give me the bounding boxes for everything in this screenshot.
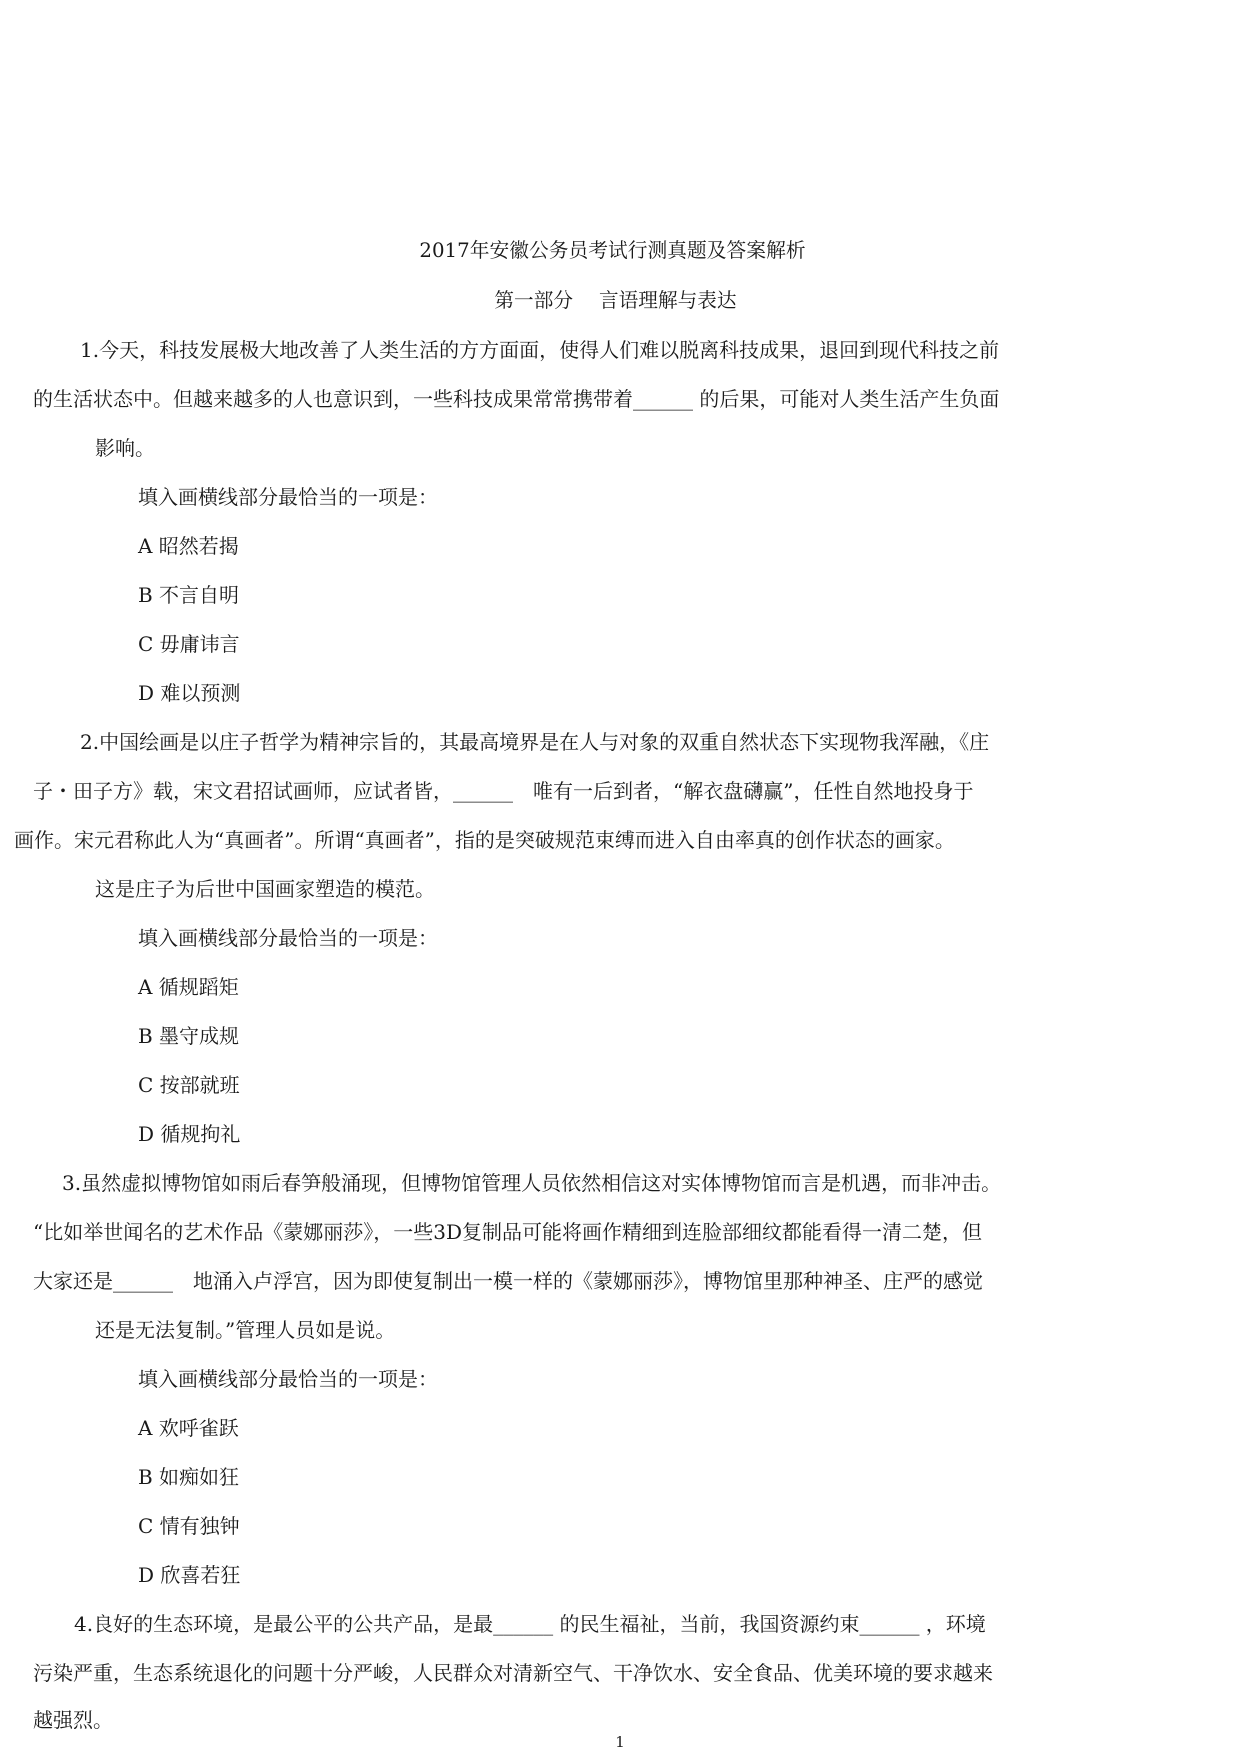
question-1-line-2: 的生活状态中。但越来越多的人也意识到，一些科技成果常常携带着______ 的后果，可能对人类生活产生负面	[33, 387, 1000, 411]
question-1-option-a: A 昭然若揭	[138, 534, 239, 558]
question-3-line-1: 3.虽然虚拟博物馆如雨后春笋般涌现，但博物馆管理人员依然相信这对实体博物馆而言是机遇，而非冲击。	[62, 1171, 1002, 1195]
question-3-option-c: C 情有独钟	[138, 1514, 240, 1538]
question-3-line-3: 大家还是______ 地涌入卢浮宫，因为即使复制出一模一样的《蒙娜丽莎》，博物馆里那种神圣、庄严的感觉	[33, 1269, 983, 1293]
question-1-line-1: 1.今天，科技发展极大地改善了人类生活的方方面面，使得人们难以脱离科技成果，退回到现代科技之前	[80, 338, 1000, 362]
question-3-line-2: “比如举世闻名的艺术作品《蒙娜丽莎》，一些3D复制品可能将画作精细到连脸部细纹都能看得一清二楚，但	[33, 1220, 982, 1244]
question-4-line-3: 越强烈。	[33, 1708, 113, 1732]
question-3-prompt: 填入画横线部分最恰当的一项是：	[138, 1367, 438, 1391]
question-3-option-a: A 欢呼雀跃	[138, 1416, 239, 1440]
question-1-option-d: D 难以预测	[138, 681, 241, 705]
question-1-option-c: C 毋庸讳言	[138, 632, 240, 656]
page-number: 1	[615, 1733, 625, 1751]
question-2-option-b: B 墨守成规	[138, 1024, 240, 1048]
question-2-option-a: A 循规蹈矩	[138, 975, 239, 999]
question-2-line-4: 这是庄子为后世中国画家塑造的模范。	[95, 877, 435, 901]
question-2-line-1: 2.中国绘画是以庄子哲学为精神宗旨的，其最高境界是在人与对象的双重自然状态下实现物我浑融，《庄	[80, 730, 990, 754]
question-2-line-2: 子・田子方》载，宋文君招试画师，应试者皆，______ 唯有一后到者，“解衣盘礴赢”，任性自然地投身于	[33, 779, 974, 803]
question-2-line-3: 画作。宋元君称此人为“真画者”。所谓“真画者”，指的是突破规范束缚而进入自由率真的创作状态的画家。	[14, 828, 955, 852]
document-title: 2017年安徽公务员考试行测真题及答案解析	[419, 238, 806, 262]
question-3-line-4: 还是无法复制。”管理人员如是说。	[95, 1318, 396, 1342]
question-2-option-c: C 按部就班	[138, 1073, 240, 1097]
question-3-option-b: B 如痴如狂	[138, 1465, 240, 1489]
question-1-prompt: 填入画横线部分最恰当的一项是：	[138, 485, 438, 509]
question-1-line-3: 影响。	[95, 436, 155, 460]
question-4-line-1: 4.良好的生态环境，是最公平的公共产品，是最______ 的民生福祉，当前，我国资源约束______ ，环境	[74, 1612, 986, 1636]
question-4-line-2: 污染严重，生态系统退化的问题十分严峻，人民群众对清新空气、干净饮水、安全食品、优美环境的要求越来	[33, 1661, 993, 1685]
question-2-prompt: 填入画横线部分最恰当的一项是：	[138, 926, 438, 950]
question-3-option-d: D 欣喜若狂	[138, 1563, 241, 1587]
question-1-option-b: B 不言自明	[138, 583, 240, 607]
question-2-option-d: D 循规拘礼	[138, 1122, 241, 1146]
section-heading: 第一部分 言语理解与表达	[494, 288, 737, 312]
